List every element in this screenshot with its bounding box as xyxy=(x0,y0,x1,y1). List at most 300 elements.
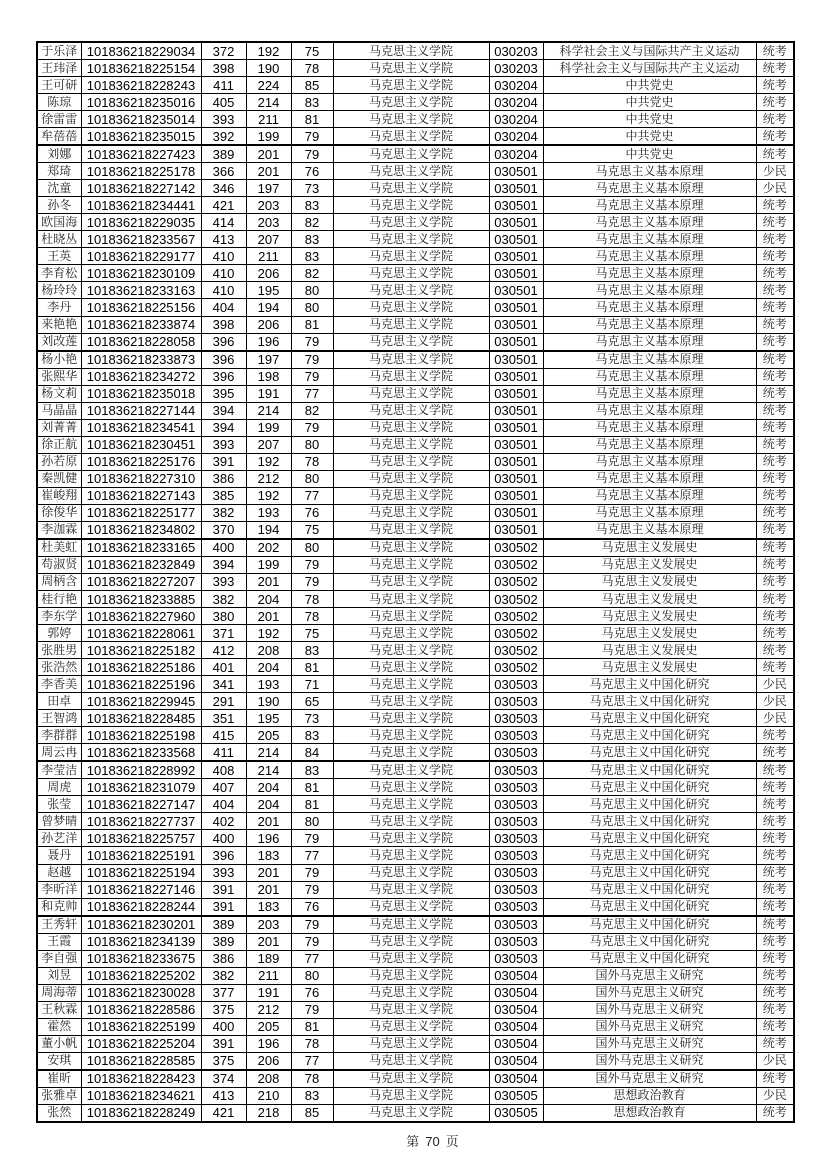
table-row xyxy=(37,796,794,813)
score-1-cell: 393 xyxy=(201,436,246,453)
candidate-name-cell: 崔峻翔 xyxy=(37,487,81,504)
major-name-cell: 马克思主义中国化研究 xyxy=(543,710,756,727)
major-name-cell: 马克思主义发展史 xyxy=(543,556,756,573)
major-code-cell: 030503 xyxy=(489,847,543,864)
major-code-cell: 030503 xyxy=(489,950,543,967)
score-2-cell: 206 xyxy=(246,1052,291,1070)
major-code-cell: 030501 xyxy=(489,419,543,436)
score-3-cell: 79 xyxy=(291,145,333,163)
exam-type-cell: 少民 xyxy=(756,710,794,727)
table-row xyxy=(37,316,794,333)
school-name-cell: 马克思主义学院 xyxy=(333,197,489,214)
score-2-cell: 211 xyxy=(246,967,291,984)
score-3-cell: 81 xyxy=(291,779,333,796)
score-2-cell: 205 xyxy=(246,1018,291,1035)
registration-number-cell: 101836218233873 xyxy=(81,351,201,369)
score-1-cell: 410 xyxy=(201,282,246,299)
score-3-cell: 75 xyxy=(291,521,333,539)
major-name-cell: 马克思主义中国化研究 xyxy=(543,727,756,744)
table-row xyxy=(37,933,794,950)
score-3-cell: 81 xyxy=(291,111,333,128)
major-code-cell: 030501 xyxy=(489,470,543,487)
table-row xyxy=(37,916,794,934)
major-name-cell: 马克思主义中国化研究 xyxy=(543,779,756,796)
major-code-cell: 030503 xyxy=(489,813,543,830)
score-3-cell: 80 xyxy=(291,967,333,984)
score-2-cell: 195 xyxy=(246,282,291,299)
candidate-name-cell: 田卓 xyxy=(37,693,81,710)
candidate-name-cell: 李泇霖 xyxy=(37,521,81,539)
registration-number-cell: 101836218233567 xyxy=(81,231,201,248)
exam-type-cell: 统考 xyxy=(756,556,794,573)
major-name-cell: 马克思主义中国化研究 xyxy=(543,693,756,710)
registration-number-cell: 101836218228586 xyxy=(81,1001,201,1018)
exam-type-cell: 统考 xyxy=(756,898,794,916)
score-1-cell: 421 xyxy=(201,1104,246,1122)
major-code-cell: 030501 xyxy=(489,504,543,521)
table-row xyxy=(37,368,794,385)
registration-number-cell: 101836218230451 xyxy=(81,436,201,453)
exam-type-cell: 少民 xyxy=(756,1052,794,1070)
score-3-cell: 81 xyxy=(291,316,333,333)
score-2-cell: 191 xyxy=(246,385,291,402)
exam-type-cell: 统考 xyxy=(756,727,794,744)
major-name-cell: 马克思主义基本原理 xyxy=(543,231,756,248)
exam-type-cell: 少民 xyxy=(756,1087,794,1104)
score-1-cell: 389 xyxy=(201,145,246,163)
major-code-cell: 030504 xyxy=(489,984,543,1001)
score-2-cell: 196 xyxy=(246,1035,291,1052)
major-name-cell: 马克思主义发展史 xyxy=(543,573,756,590)
school-name-cell: 马克思主义学院 xyxy=(333,111,489,128)
score-2-cell: 204 xyxy=(246,779,291,796)
major-code-cell: 030503 xyxy=(489,830,543,847)
table-row xyxy=(37,214,794,231)
score-2-cell: 201 xyxy=(246,145,291,163)
school-name-cell: 马克思主义学院 xyxy=(333,402,489,419)
registration-number-cell: 101836218229177 xyxy=(81,248,201,265)
registration-number-cell: 101836218227146 xyxy=(81,881,201,898)
exam-type-cell: 少民 xyxy=(756,163,794,180)
score-1-cell: 410 xyxy=(201,248,246,265)
table-row xyxy=(37,1104,794,1122)
score-2-cell: 204 xyxy=(246,659,291,676)
registration-number-cell: 101836218225154 xyxy=(81,60,201,77)
registration-number-cell: 101836218225196 xyxy=(81,676,201,693)
exam-type-cell: 统考 xyxy=(756,830,794,847)
registration-number-cell: 101836218228423 xyxy=(81,1070,201,1088)
score-3-cell: 82 xyxy=(291,265,333,282)
school-name-cell: 马克思主义学院 xyxy=(333,1035,489,1052)
table-row xyxy=(37,779,794,796)
candidate-name-cell: 王玮泽 xyxy=(37,60,81,77)
major-name-cell: 马克思主义基本原理 xyxy=(543,521,756,539)
major-code-cell: 030501 xyxy=(489,163,543,180)
admission-results-table xyxy=(36,41,795,1123)
candidate-name-cell: 于乐泽 xyxy=(37,42,81,60)
exam-type-cell: 统考 xyxy=(756,779,794,796)
score-3-cell: 78 xyxy=(291,608,333,625)
score-2-cell: 201 xyxy=(246,864,291,881)
candidate-name-cell: 李自强 xyxy=(37,950,81,967)
score-3-cell: 77 xyxy=(291,487,333,504)
registration-number-cell: 101836218227147 xyxy=(81,796,201,813)
exam-type-cell: 统考 xyxy=(756,197,794,214)
table-row xyxy=(37,847,794,864)
score-2-cell: 214 xyxy=(246,744,291,762)
candidate-name-cell: 马晶晶 xyxy=(37,402,81,419)
score-1-cell: 377 xyxy=(201,984,246,1001)
candidate-name-cell: 崔昕 xyxy=(37,1070,81,1088)
major-name-cell: 马克思主义中国化研究 xyxy=(543,933,756,950)
school-name-cell: 马克思主义学院 xyxy=(333,282,489,299)
footer-suffix: 页 xyxy=(445,1134,459,1149)
school-name-cell: 马克思主义学院 xyxy=(333,504,489,521)
score-2-cell: 199 xyxy=(246,128,291,146)
major-name-cell: 国外马克思主义研究 xyxy=(543,1018,756,1035)
major-code-cell: 030204 xyxy=(489,128,543,146)
major-name-cell: 马克思主义基本原理 xyxy=(543,436,756,453)
score-2-cell: 193 xyxy=(246,676,291,693)
exam-type-cell: 统考 xyxy=(756,591,794,608)
table-row xyxy=(37,180,794,197)
score-1-cell: 398 xyxy=(201,316,246,333)
registration-number-cell: 101836218230028 xyxy=(81,984,201,1001)
score-1-cell: 400 xyxy=(201,1018,246,1035)
major-code-cell: 030501 xyxy=(489,214,543,231)
score-2-cell: 203 xyxy=(246,916,291,934)
table-row xyxy=(37,591,794,608)
candidate-name-cell: 陈琼 xyxy=(37,94,81,111)
candidate-name-cell: 张胜男 xyxy=(37,642,81,659)
major-name-cell: 中共党史 xyxy=(543,77,756,94)
score-3-cell: 78 xyxy=(291,60,333,77)
score-1-cell: 404 xyxy=(201,796,246,813)
registration-number-cell: 101836218234541 xyxy=(81,419,201,436)
exam-type-cell: 统考 xyxy=(756,813,794,830)
table-row xyxy=(37,282,794,299)
table-row xyxy=(37,333,794,351)
registration-number-cell: 101836218225191 xyxy=(81,847,201,864)
exam-type-cell: 统考 xyxy=(756,248,794,265)
major-name-cell: 马克思主义基本原理 xyxy=(543,299,756,316)
school-name-cell: 马克思主义学院 xyxy=(333,796,489,813)
score-1-cell: 366 xyxy=(201,163,246,180)
candidate-name-cell: 欧国海 xyxy=(37,214,81,231)
registration-number-cell: 101836218230201 xyxy=(81,916,201,934)
major-code-cell: 030502 xyxy=(489,608,543,625)
major-code-cell: 030501 xyxy=(489,248,543,265)
major-code-cell: 030501 xyxy=(489,436,543,453)
registration-number-cell: 101836218231079 xyxy=(81,779,201,796)
score-2-cell: 196 xyxy=(246,333,291,351)
table-row xyxy=(37,42,794,60)
major-name-cell: 国外马克思主义研究 xyxy=(543,1052,756,1070)
registration-number-cell: 101836218228058 xyxy=(81,333,201,351)
exam-type-cell: 统考 xyxy=(756,333,794,351)
school-name-cell: 马克思主义学院 xyxy=(333,1052,489,1070)
school-name-cell: 马克思主义学院 xyxy=(333,847,489,864)
score-3-cell: 79 xyxy=(291,881,333,898)
major-code-cell: 030504 xyxy=(489,1001,543,1018)
exam-type-cell: 统考 xyxy=(756,950,794,967)
school-name-cell: 马克思主义学院 xyxy=(333,591,489,608)
school-name-cell: 马克思主义学院 xyxy=(333,521,489,539)
score-1-cell: 393 xyxy=(201,864,246,881)
major-code-cell: 030503 xyxy=(489,693,543,710)
score-1-cell: 351 xyxy=(201,710,246,727)
exam-type-cell: 少民 xyxy=(756,180,794,197)
table-row xyxy=(37,197,794,214)
exam-type-cell: 统考 xyxy=(756,94,794,111)
score-2-cell: 211 xyxy=(246,248,291,265)
table-row xyxy=(37,761,794,779)
school-name-cell: 马克思主义学院 xyxy=(333,881,489,898)
score-2-cell: 193 xyxy=(246,504,291,521)
score-1-cell: 413 xyxy=(201,1087,246,1104)
score-3-cell: 83 xyxy=(291,1087,333,1104)
page-footer xyxy=(0,1131,827,1150)
score-1-cell: 386 xyxy=(201,950,246,967)
table-row xyxy=(37,402,794,419)
registration-number-cell: 101836218233885 xyxy=(81,591,201,608)
score-2-cell: 194 xyxy=(246,299,291,316)
registration-number-cell: 101836218233163 xyxy=(81,282,201,299)
major-code-cell: 030503 xyxy=(489,727,543,744)
major-code-cell: 030204 xyxy=(489,145,543,163)
exam-type-cell: 统考 xyxy=(756,42,794,60)
score-1-cell: 389 xyxy=(201,916,246,934)
score-3-cell: 75 xyxy=(291,625,333,642)
candidate-name-cell: 徐正航 xyxy=(37,436,81,453)
exam-type-cell: 统考 xyxy=(756,265,794,282)
major-name-cell: 马克思主义基本原理 xyxy=(543,214,756,231)
score-3-cell: 76 xyxy=(291,163,333,180)
major-code-cell: 030504 xyxy=(489,1052,543,1070)
school-name-cell: 马克思主义学院 xyxy=(333,864,489,881)
registration-number-cell: 101836218228485 xyxy=(81,710,201,727)
score-2-cell: 183 xyxy=(246,898,291,916)
exam-type-cell: 统考 xyxy=(756,1018,794,1035)
registration-number-cell: 101836218227960 xyxy=(81,608,201,625)
major-name-cell: 马克思主义基本原理 xyxy=(543,180,756,197)
school-name-cell: 马克思主义学院 xyxy=(333,265,489,282)
score-2-cell: 201 xyxy=(246,608,291,625)
score-3-cell: 81 xyxy=(291,659,333,676)
major-name-cell: 马克思主义发展史 xyxy=(543,539,756,557)
score-3-cell: 71 xyxy=(291,676,333,693)
major-name-cell: 马克思主义基本原理 xyxy=(543,385,756,402)
table-row xyxy=(37,898,794,916)
school-name-cell: 马克思主义学院 xyxy=(333,693,489,710)
table-row xyxy=(37,1035,794,1052)
school-name-cell: 马克思主义学院 xyxy=(333,556,489,573)
score-1-cell: 291 xyxy=(201,693,246,710)
candidate-name-cell: 王可研 xyxy=(37,77,81,94)
major-name-cell: 马克思主义基本原理 xyxy=(543,248,756,265)
table-row xyxy=(37,1052,794,1070)
table-row xyxy=(37,830,794,847)
major-code-cell: 030204 xyxy=(489,94,543,111)
major-code-cell: 030501 xyxy=(489,368,543,385)
exam-type-cell: 统考 xyxy=(756,436,794,453)
score-3-cell: 78 xyxy=(291,453,333,470)
candidate-name-cell: 张然 xyxy=(37,1104,81,1122)
major-name-cell: 马克思主义基本原理 xyxy=(543,282,756,299)
score-2-cell: 195 xyxy=(246,710,291,727)
school-name-cell: 马克思主义学院 xyxy=(333,659,489,676)
candidate-name-cell: 沈童 xyxy=(37,180,81,197)
major-name-cell: 马克思主义基本原理 xyxy=(543,351,756,369)
score-2-cell: 218 xyxy=(246,1104,291,1122)
score-3-cell: 79 xyxy=(291,1001,333,1018)
score-3-cell: 76 xyxy=(291,984,333,1001)
major-code-cell: 030503 xyxy=(489,933,543,950)
major-code-cell: 030505 xyxy=(489,1087,543,1104)
score-2-cell: 214 xyxy=(246,402,291,419)
major-code-cell: 030204 xyxy=(489,111,543,128)
table-row xyxy=(37,419,794,436)
major-code-cell: 030204 xyxy=(489,77,543,94)
score-1-cell: 411 xyxy=(201,744,246,762)
exam-type-cell: 统考 xyxy=(756,1070,794,1088)
score-2-cell: 212 xyxy=(246,470,291,487)
school-name-cell: 马克思主义学院 xyxy=(333,231,489,248)
school-name-cell: 马克思主义学院 xyxy=(333,744,489,762)
score-2-cell: 201 xyxy=(246,813,291,830)
registration-number-cell: 101836218234802 xyxy=(81,521,201,539)
score-1-cell: 413 xyxy=(201,231,246,248)
score-2-cell: 190 xyxy=(246,693,291,710)
score-2-cell: 197 xyxy=(246,351,291,369)
major-code-cell: 030503 xyxy=(489,916,543,934)
exam-type-cell: 统考 xyxy=(756,231,794,248)
candidate-name-cell: 孙若原 xyxy=(37,453,81,470)
major-name-cell: 马克思主义基本原理 xyxy=(543,197,756,214)
score-1-cell: 421 xyxy=(201,197,246,214)
candidate-name-cell: 刘菁菁 xyxy=(37,419,81,436)
candidate-name-cell: 杨文莉 xyxy=(37,385,81,402)
score-1-cell: 407 xyxy=(201,779,246,796)
registration-number-cell: 101836218230109 xyxy=(81,265,201,282)
school-name-cell: 马克思主义学院 xyxy=(333,933,489,950)
major-name-cell: 马克思主义发展史 xyxy=(543,625,756,642)
score-2-cell: 207 xyxy=(246,436,291,453)
school-name-cell: 马克思主义学院 xyxy=(333,436,489,453)
registration-number-cell: 101836218228244 xyxy=(81,898,201,916)
exam-type-cell: 统考 xyxy=(756,1035,794,1052)
exam-type-cell: 统考 xyxy=(756,368,794,385)
candidate-name-cell: 王英 xyxy=(37,248,81,265)
major-code-cell: 030501 xyxy=(489,351,543,369)
table-row xyxy=(37,1001,794,1018)
table-row xyxy=(37,521,794,539)
school-name-cell: 马克思主义学院 xyxy=(333,163,489,180)
table-row xyxy=(37,351,794,369)
candidate-name-cell: 李香美 xyxy=(37,676,81,693)
candidate-name-cell: 王秀轩 xyxy=(37,916,81,934)
score-1-cell: 341 xyxy=(201,676,246,693)
exam-type-cell: 统考 xyxy=(756,881,794,898)
major-name-cell: 科学社会主义与国际共产主义运动 xyxy=(543,60,756,77)
score-3-cell: 83 xyxy=(291,94,333,111)
candidate-name-cell: 郑琦 xyxy=(37,163,81,180)
exam-type-cell: 统考 xyxy=(756,385,794,402)
school-name-cell: 马克思主义学院 xyxy=(333,42,489,60)
exam-type-cell: 少民 xyxy=(756,676,794,693)
registration-number-cell: 101836218234441 xyxy=(81,197,201,214)
major-code-cell: 030502 xyxy=(489,573,543,590)
exam-type-cell: 统考 xyxy=(756,316,794,333)
major-name-cell: 马克思主义发展史 xyxy=(543,642,756,659)
score-2-cell: 192 xyxy=(246,487,291,504)
table-row xyxy=(37,1018,794,1035)
candidate-name-cell: 孙艺洋 xyxy=(37,830,81,847)
registration-number-cell: 101836218225182 xyxy=(81,642,201,659)
table-row xyxy=(37,385,794,402)
major-name-cell: 马克思主义基本原理 xyxy=(543,333,756,351)
table-row xyxy=(37,950,794,967)
exam-type-cell: 统考 xyxy=(756,933,794,950)
table-row xyxy=(37,539,794,557)
score-3-cell: 78 xyxy=(291,591,333,608)
school-name-cell: 马克思主义学院 xyxy=(333,419,489,436)
major-code-cell: 030503 xyxy=(489,796,543,813)
major-code-cell: 030501 xyxy=(489,453,543,470)
major-name-cell: 中共党史 xyxy=(543,111,756,128)
exam-type-cell: 统考 xyxy=(756,128,794,146)
registration-number-cell: 101836218227310 xyxy=(81,470,201,487)
major-code-cell: 030502 xyxy=(489,625,543,642)
exam-type-cell: 统考 xyxy=(756,402,794,419)
school-name-cell: 马克思主义学院 xyxy=(333,214,489,231)
score-2-cell: 204 xyxy=(246,591,291,608)
score-2-cell: 197 xyxy=(246,180,291,197)
school-name-cell: 马克思主义学院 xyxy=(333,539,489,557)
school-name-cell: 马克思主义学院 xyxy=(333,248,489,265)
major-code-cell: 030503 xyxy=(489,744,543,762)
candidate-name-cell: 刘昱 xyxy=(37,967,81,984)
candidate-name-cell: 李育松 xyxy=(37,265,81,282)
major-name-cell: 马克思主义基本原理 xyxy=(543,265,756,282)
major-code-cell: 030503 xyxy=(489,779,543,796)
score-1-cell: 375 xyxy=(201,1001,246,1018)
school-name-cell: 马克思主义学院 xyxy=(333,60,489,77)
major-code-cell: 030501 xyxy=(489,197,543,214)
major-code-cell: 030501 xyxy=(489,265,543,282)
registration-number-cell: 101836218235018 xyxy=(81,385,201,402)
major-name-cell: 马克思主义基本原理 xyxy=(543,419,756,436)
registration-number-cell: 101836218227737 xyxy=(81,813,201,830)
registration-number-cell: 101836218225156 xyxy=(81,299,201,316)
registration-number-cell: 101836218232849 xyxy=(81,556,201,573)
registration-number-cell: 101836218234272 xyxy=(81,368,201,385)
score-1-cell: 411 xyxy=(201,77,246,94)
table-row xyxy=(37,710,794,727)
candidate-name-cell: 刘娜 xyxy=(37,145,81,163)
major-code-cell: 030503 xyxy=(489,710,543,727)
exam-type-cell: 统考 xyxy=(756,77,794,94)
major-name-cell: 国外马克思主义研究 xyxy=(543,1001,756,1018)
score-2-cell: 203 xyxy=(246,214,291,231)
major-name-cell: 中共党史 xyxy=(543,145,756,163)
score-3-cell: 80 xyxy=(291,470,333,487)
registration-number-cell: 101836218229035 xyxy=(81,214,201,231)
exam-type-cell: 统考 xyxy=(756,504,794,521)
score-3-cell: 76 xyxy=(291,898,333,916)
score-2-cell: 194 xyxy=(246,521,291,539)
major-name-cell: 马克思主义中国化研究 xyxy=(543,864,756,881)
